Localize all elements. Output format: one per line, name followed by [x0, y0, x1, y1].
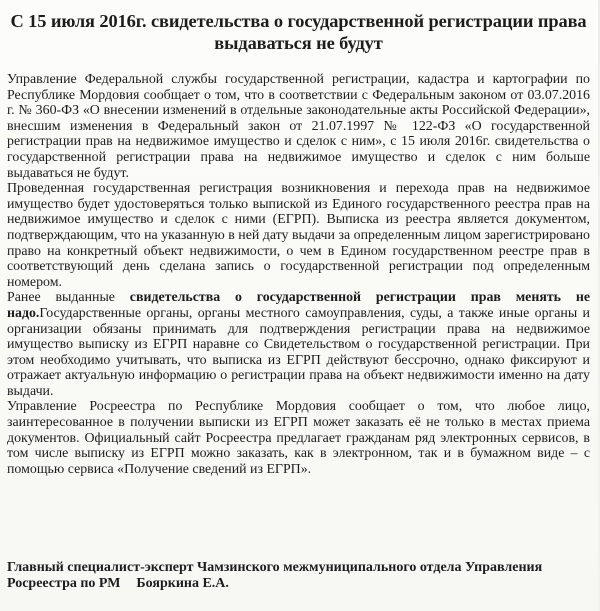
- document-body: [7, 72, 590, 477]
- document-title: [7, 10, 590, 54]
- title-line-2: выдаваться не будут: [214, 33, 383, 53]
- paragraph-1: Управление Федеральной службы государственной регистрации, кадастра и картографии по Республике Мордовия сообщает о том, что в соответствии с Федеральным законом от 03.07.2016 г. № 360-ФЗ «О внесении изменений в отдельные законодательные акты Российской Федерации», внесшим изменения в Федеральный закон от 21.07.1997 № 122-ФЗ «О государственной регистрации прав на недвижимое имущество и сделок с ним», с 15 июля 2016г. свидетельства о государственной регистрации права на недвижимое имущество и сделок с ним больше выдаваться не будут.: [7, 72, 590, 181]
- paragraph-2: Проведенная государственная регистрация возникновения и перехода прав на недвижимое имущество будет удостоверяться только выпиской из Единого государственного реестра прав на недвижимое имущество и сделок с ними (ЕГРП). Выписка из реестра является документом, подтверждающим, что на указанную в ней дату выдачи за определенным лицом зарегистрировано право на конкретный объект недвижимости, о чем в Едином государственном реестре прав в соответствующий день сделана запись о государственной регистрации под определенным номером.: [7, 181, 590, 290]
- signature-org: Росреестра по РМ: [7, 576, 121, 592]
- signature-org-line: [7, 576, 590, 592]
- paragraph-3-emphasis: свидетельства о государственной регистрации прав менять не надо.: [7, 290, 590, 321]
- paragraph-3-intro: Ранее выданные: [7, 290, 130, 306]
- paragraph-4: Управление Росреестра по Республике Мордовия сообщает о том, что любое лицо, заинтересованное в получении выписки из ЕГРП может заказать её не только в местах приема документов. Официальный сайт Росреестра предлагает гражданам ряд электронных сервисов, в том числе выписку из ЕГРП можно заказать, как в электронном, так и в бумажном виде – с помощью сервиса «Получение сведений из ЕГРП».: [7, 399, 590, 477]
- paragraph-3: [7, 290, 590, 399]
- signature-name: Бояркина Е.А.: [136, 576, 229, 592]
- paragraph-3-rest: Государственные органы, органы местного самоуправления, суды, а также иные органы и организации обязаны принимать для подтверждения регистрации права на недвижимое имущество выписку из ЕГРП наравне со Свидетельством о государственной регистрации. При этом необходимо учитывать, что выписка из ЕГРП действуют бессрочно, однако фиксируют и отражает актуальную информацию о регистрации права на объект недвижимости именно на дату выдачи.: [7, 305, 590, 399]
- title-line-1: С 15 июля 2016г. свидетельства о государственной регистрации права: [10, 11, 587, 31]
- signature-block: [7, 560, 590, 593]
- signature-position: Главный специалист-эксперт Чамзинского межмуниципального отдела Управления: [7, 560, 543, 575]
